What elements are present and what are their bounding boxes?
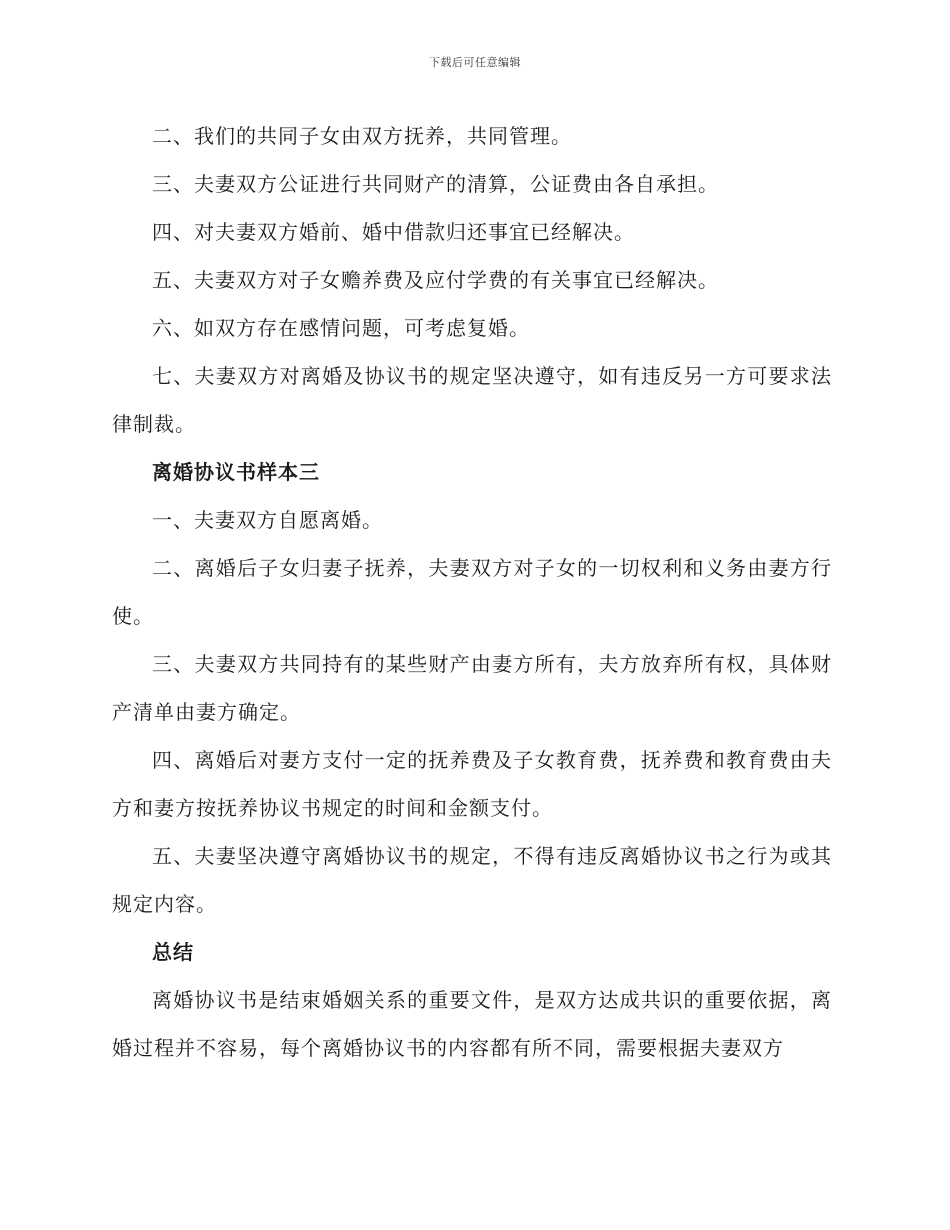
paragraph: 三、夫妻双方共同持有的某些财产由妻方所有，夫方放弃所有权，具体财产清单由妻方确定。 (112, 652, 832, 724)
paragraph: 五、夫妻双方对子女赡养费及应付学费的有关事宜已经解决。 (152, 268, 719, 292)
paragraph: 四、离婚后对妻方支付一定的抚养费及子女教育费，抚养费和教育费由夫方和妻方按抚养协议书规定的时间和金额支付。 (112, 748, 832, 820)
paragraph: 二、离婚后子女归妻子抚养，夫妻双方对子女的一切权利和义务由妻方行使。 (112, 556, 832, 628)
paragraph: 七、夫妻双方对离婚及协议书的规定坚决遵守，如有违反另一方可要求法律制裁。 (112, 364, 832, 436)
paragraph: 三、夫妻双方公证进行共同财产的清算，公证费由各自承担。 (152, 172, 719, 196)
summary-paragraph: 离婚协议书是结束婚姻关系的重要文件，是双方达成共识的重要依据，离婚过程并不容易，每个离婚协议书的内容都有所不同，需要根据夫妻双方 (112, 988, 832, 1060)
paragraph: 五、夫妻坚决遵守离婚协议书的规定，不得有违反离婚协议书之行为或其规定内容。 (112, 844, 832, 916)
paragraph: 六、如双方存在感情问题，可考虑复婚。 (152, 316, 530, 340)
header-note: 下载后可任意编辑 (429, 56, 521, 69)
summary-heading: 总结 (152, 940, 194, 964)
paragraph: 二、我们的共同子女由双方抚养，共同管理。 (152, 124, 572, 148)
document-body (112, 112, 832, 1072)
paragraph: 四、对夫妻双方婚前、婚中借款归还事宜已经解决。 (152, 220, 635, 244)
paragraph: 一、夫妻双方自愿离婚。 (152, 508, 383, 532)
section-heading: 离婚协议书样本三 (152, 460, 320, 484)
